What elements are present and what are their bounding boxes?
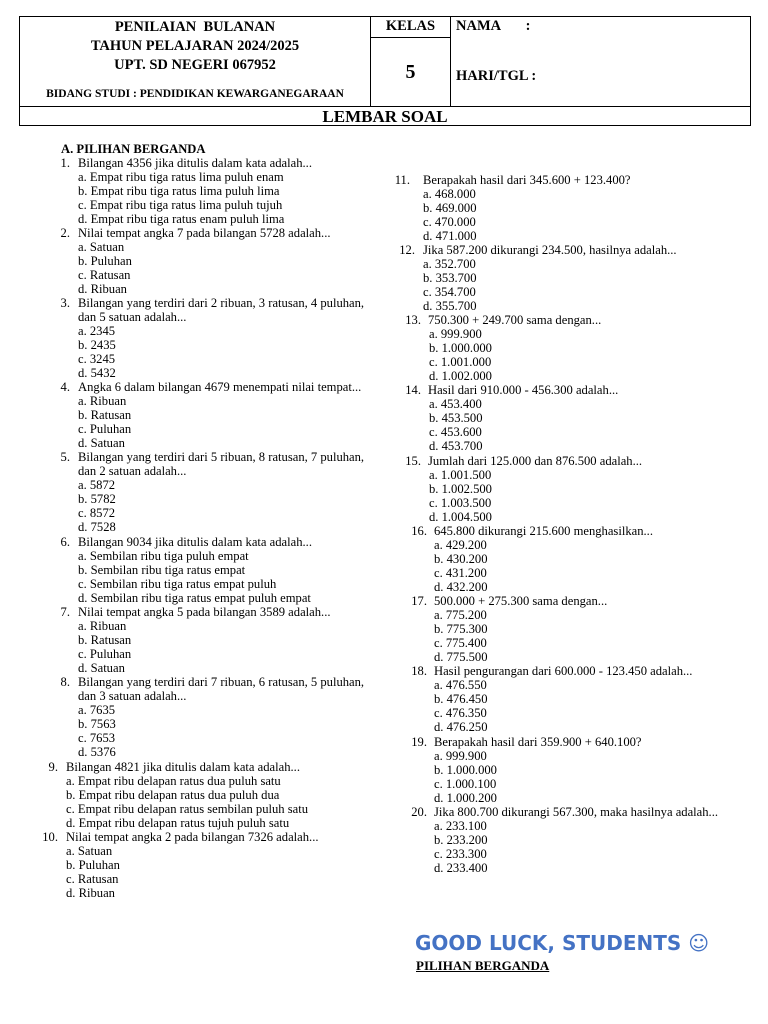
- answer-option: d. 1.004.500: [429, 510, 492, 524]
- answer-option: c. 453.600: [429, 425, 482, 439]
- answer-option: d. 432.200: [434, 580, 488, 594]
- answer-option: a. 468.000: [423, 187, 476, 201]
- class-value: 5: [405, 61, 416, 83]
- answer-option: b. 7563: [78, 717, 116, 731]
- question-text: Bilangan yang terdiri dari 7 ribuan, 6 ratusan, 5 puluhan,: [78, 675, 365, 689]
- answer-option: b. 2435: [78, 338, 116, 352]
- student-info-cell: [451, 17, 750, 106]
- answer-option: d. 5432: [78, 366, 116, 380]
- answer-option: c. 1.003.500: [429, 496, 492, 510]
- answer-option: d. 471.000: [423, 229, 477, 243]
- answer-option: a. Sembilan ribu tiga puluh empat: [78, 549, 249, 563]
- answer-option: b. Empat ribu delapan ratus dua puluh dua: [66, 788, 280, 802]
- answer-option: c. 7653: [78, 731, 116, 745]
- question-text: Jika 587.200 dikurangi 234.500, hasilnya adalah...: [423, 243, 677, 257]
- answer-option: d. Satuan: [78, 436, 125, 450]
- answer-option: d. 233.400: [434, 861, 488, 875]
- question-number: 6.: [60, 535, 70, 549]
- footer-subtitle: PILIHAN BERGANDA: [416, 958, 550, 973]
- answer-option: b. Ratusan: [78, 633, 132, 647]
- answer-option: c. 470.000: [423, 215, 476, 229]
- answer-option: b. 5782: [78, 492, 116, 506]
- answer-option: d. Sembilan ribu tiga ratus empat puluh empat: [78, 591, 311, 605]
- date-label: HARI/TGL :: [456, 68, 537, 84]
- answer-option: b. Empat ribu tiga ratus lima puluh lima: [78, 184, 280, 198]
- answer-option: a. 999.900: [429, 327, 482, 341]
- answer-option: d. Empat ribu tiga ratus enam puluh lima: [78, 212, 285, 226]
- answer-option: c. 3245: [78, 352, 116, 366]
- answer-option: c. Sembilan ribu tiga ratus empat puluh: [78, 577, 277, 591]
- question-text: 500.000 + 275.300 sama dengan...: [434, 594, 608, 608]
- answer-option: a. Ribuan: [78, 394, 127, 408]
- answer-option: c. Ratusan: [66, 872, 119, 886]
- answer-option: c. Puluhan: [78, 647, 132, 661]
- answer-option: c. 775.400: [434, 636, 487, 650]
- exam-header: [19, 16, 751, 126]
- question-text: dan 3 satuan adalah...: [78, 689, 187, 703]
- answer-option: d. 1.002.000: [429, 369, 492, 383]
- question-number: 17.: [411, 594, 427, 608]
- answer-option: b. Sembilan ribu tiga ratus empat: [78, 563, 246, 577]
- question-text: 750.300 + 249.700 sama dengan...: [428, 313, 602, 327]
- answer-option: d. 1.000.200: [434, 791, 497, 805]
- answer-option: b. Puluhan: [78, 254, 132, 268]
- answer-option: b. 476.450: [434, 692, 488, 706]
- answer-option: b. 233.200: [434, 833, 488, 847]
- answer-option: a. Empat ribu delapan ratus dua puluh satu: [66, 774, 281, 788]
- answer-option: c. Ratusan: [78, 268, 131, 282]
- question-text: dan 2 satuan adalah...: [78, 464, 187, 478]
- answer-option: a. 453.400: [429, 397, 482, 411]
- question-text: Hasil pengurangan dari 600.000 - 123.450 adalah...: [434, 664, 693, 678]
- answer-option: b. 1.000.000: [434, 763, 497, 777]
- question-number: 19.: [411, 735, 427, 749]
- question-text: Bilangan 9034 jika ditulis dalam kata adalah...: [78, 535, 312, 549]
- question-text: Nilai tempat angka 5 pada bilangan 3589 adalah...: [78, 605, 331, 619]
- answer-option: b. Ratusan: [78, 408, 132, 422]
- question-text: Bilangan yang terdiri dari 2 ribuan, 3 ratusan, 4 puluhan,: [78, 296, 365, 310]
- question-text: Bilangan 4821 jika ditulis dalam kata adalah...: [66, 760, 300, 774]
- question-number: 16.: [411, 524, 427, 538]
- answer-option: a. 1.001.500: [429, 468, 492, 482]
- good-luck-message: GOOD LUCK, STUDENTS ☺: [415, 931, 710, 955]
- question-text: Bilangan 4356 jika ditulis dalam kata adalah...: [78, 156, 312, 170]
- question-text: dan 5 satuan adalah...: [78, 310, 187, 324]
- answer-option: a. Ribuan: [78, 619, 127, 633]
- question-number: 12.: [399, 243, 415, 257]
- answer-option: c. Empat ribu tiga ratus lima puluh tujuh: [78, 198, 283, 212]
- answer-option: d. 7528: [78, 520, 116, 534]
- question-text: Jumlah dari 125.000 dan 876.500 adalah...: [428, 454, 643, 468]
- answer-option: c. 431.200: [434, 566, 487, 580]
- answer-option: d. Ribuan: [78, 282, 127, 296]
- answer-option: d. 775.500: [434, 650, 488, 664]
- question-text: Berapakah hasil dari 359.900 + 640.100?: [434, 735, 642, 749]
- answer-option: c. Puluhan: [78, 422, 132, 436]
- answer-option: d. 453.700: [429, 439, 483, 453]
- answer-option: b. 1.002.500: [429, 482, 492, 496]
- question-text: Berapakah hasil dari 345.600 + 123.400?: [423, 173, 631, 187]
- answer-option: d. Empat ribu delapan ratus tujuh puluh satu: [66, 816, 290, 830]
- question-number: 11.: [394, 173, 410, 187]
- question-number: 9.: [48, 760, 58, 774]
- question-text: Jika 800.700 dikurangi 567.300, maka hasilnya adalah...: [434, 805, 718, 819]
- question-number: 8.: [60, 675, 70, 689]
- answer-option: a. 233.100: [434, 819, 487, 833]
- answer-option: d. Satuan: [78, 661, 125, 675]
- sheet-title: LEMBAR SOAL: [20, 106, 750, 125]
- answer-option: a. Satuan: [66, 844, 113, 858]
- answer-option: a. 429.200: [434, 538, 487, 552]
- exam-title: PENILAIAN BULANAN TAHUN PELAJARAN 2024/2025 UPT. SD NEGERI 067952: [90, 19, 300, 73]
- question-number: 10.: [42, 830, 58, 844]
- answer-option: a. 5872: [78, 478, 116, 492]
- answer-option: b. 469.000: [423, 201, 477, 215]
- answer-option: c. 233.300: [434, 847, 487, 861]
- class-cell: [371, 17, 451, 106]
- answer-option: d. 476.250: [434, 720, 488, 734]
- answer-option: a. 2345: [78, 324, 116, 338]
- answer-option: a. Empat ribu tiga ratus lima puluh enam: [78, 170, 284, 184]
- subject-label: BIDANG STUDI : PENDIDIKAN KEWARGANEGARAAN: [46, 88, 344, 100]
- answer-option: d. Ribuan: [66, 886, 115, 900]
- answer-option: b. 353.700: [423, 271, 477, 285]
- answer-option: b. 430.200: [434, 552, 488, 566]
- answer-option: a. 999.900: [434, 749, 487, 763]
- question-number: 13.: [405, 313, 421, 327]
- question-text: Hasil dari 910.000 - 456.300 adalah...: [428, 383, 619, 397]
- answer-option: a. 7635: [78, 703, 116, 717]
- question-number: 20.: [411, 805, 427, 819]
- answer-option: c. Empat ribu delapan ratus sembilan puluh satu: [66, 802, 309, 816]
- answer-option: c. 476.350: [434, 706, 487, 720]
- answer-option: a. 352.700: [423, 257, 476, 271]
- question-number: 3.: [60, 296, 70, 310]
- question-number: 7.: [60, 605, 70, 619]
- question-text: Bilangan yang terdiri dari 5 ribuan, 8 ratusan, 7 puluhan,: [78, 450, 365, 464]
- name-label: NAMA :: [456, 18, 531, 34]
- answer-option: b. Puluhan: [66, 858, 120, 872]
- question-text: Nilai tempat angka 7 pada bilangan 5728 adalah...: [78, 226, 331, 240]
- question-text: Nilai tempat angka 2 pada bilangan 7326 adalah...: [66, 830, 319, 844]
- answer-option: d. 5376: [78, 745, 116, 759]
- answer-option: a. 775.200: [434, 608, 487, 622]
- answer-option: a. 476.550: [434, 678, 487, 692]
- question-number: 5.: [60, 450, 70, 464]
- answer-option: c. 8572: [78, 506, 116, 520]
- question-text: 645.800 dikurangi 215.600 menghasilkan...: [434, 524, 653, 538]
- answer-option: c. 1.000.100: [434, 777, 497, 791]
- section-title: A. PILIHAN BERGANDA: [61, 142, 206, 156]
- answer-option: d. 355.700: [423, 299, 477, 313]
- answer-option: c. 354.700: [423, 285, 476, 299]
- question-number: 18.: [411, 664, 427, 678]
- question-number: 1.: [60, 156, 70, 170]
- answer-option: b. 453.500: [429, 411, 483, 425]
- question-number: 14.: [405, 383, 421, 397]
- question-text: Angka 6 dalam bilangan 4679 menempati nilai tempat...: [78, 380, 362, 394]
- exam-title-cell: [20, 17, 371, 106]
- question-number: 2.: [60, 226, 70, 240]
- answer-option: a. Satuan: [78, 240, 125, 254]
- class-label: KELAS: [371, 17, 450, 38]
- answer-option: b. 1.000.000: [429, 341, 492, 355]
- answer-option: b. 775.300: [434, 622, 488, 636]
- answer-option: c. 1.001.000: [429, 355, 492, 369]
- question-number: 4.: [60, 380, 70, 394]
- question-number: 15.: [405, 454, 421, 468]
